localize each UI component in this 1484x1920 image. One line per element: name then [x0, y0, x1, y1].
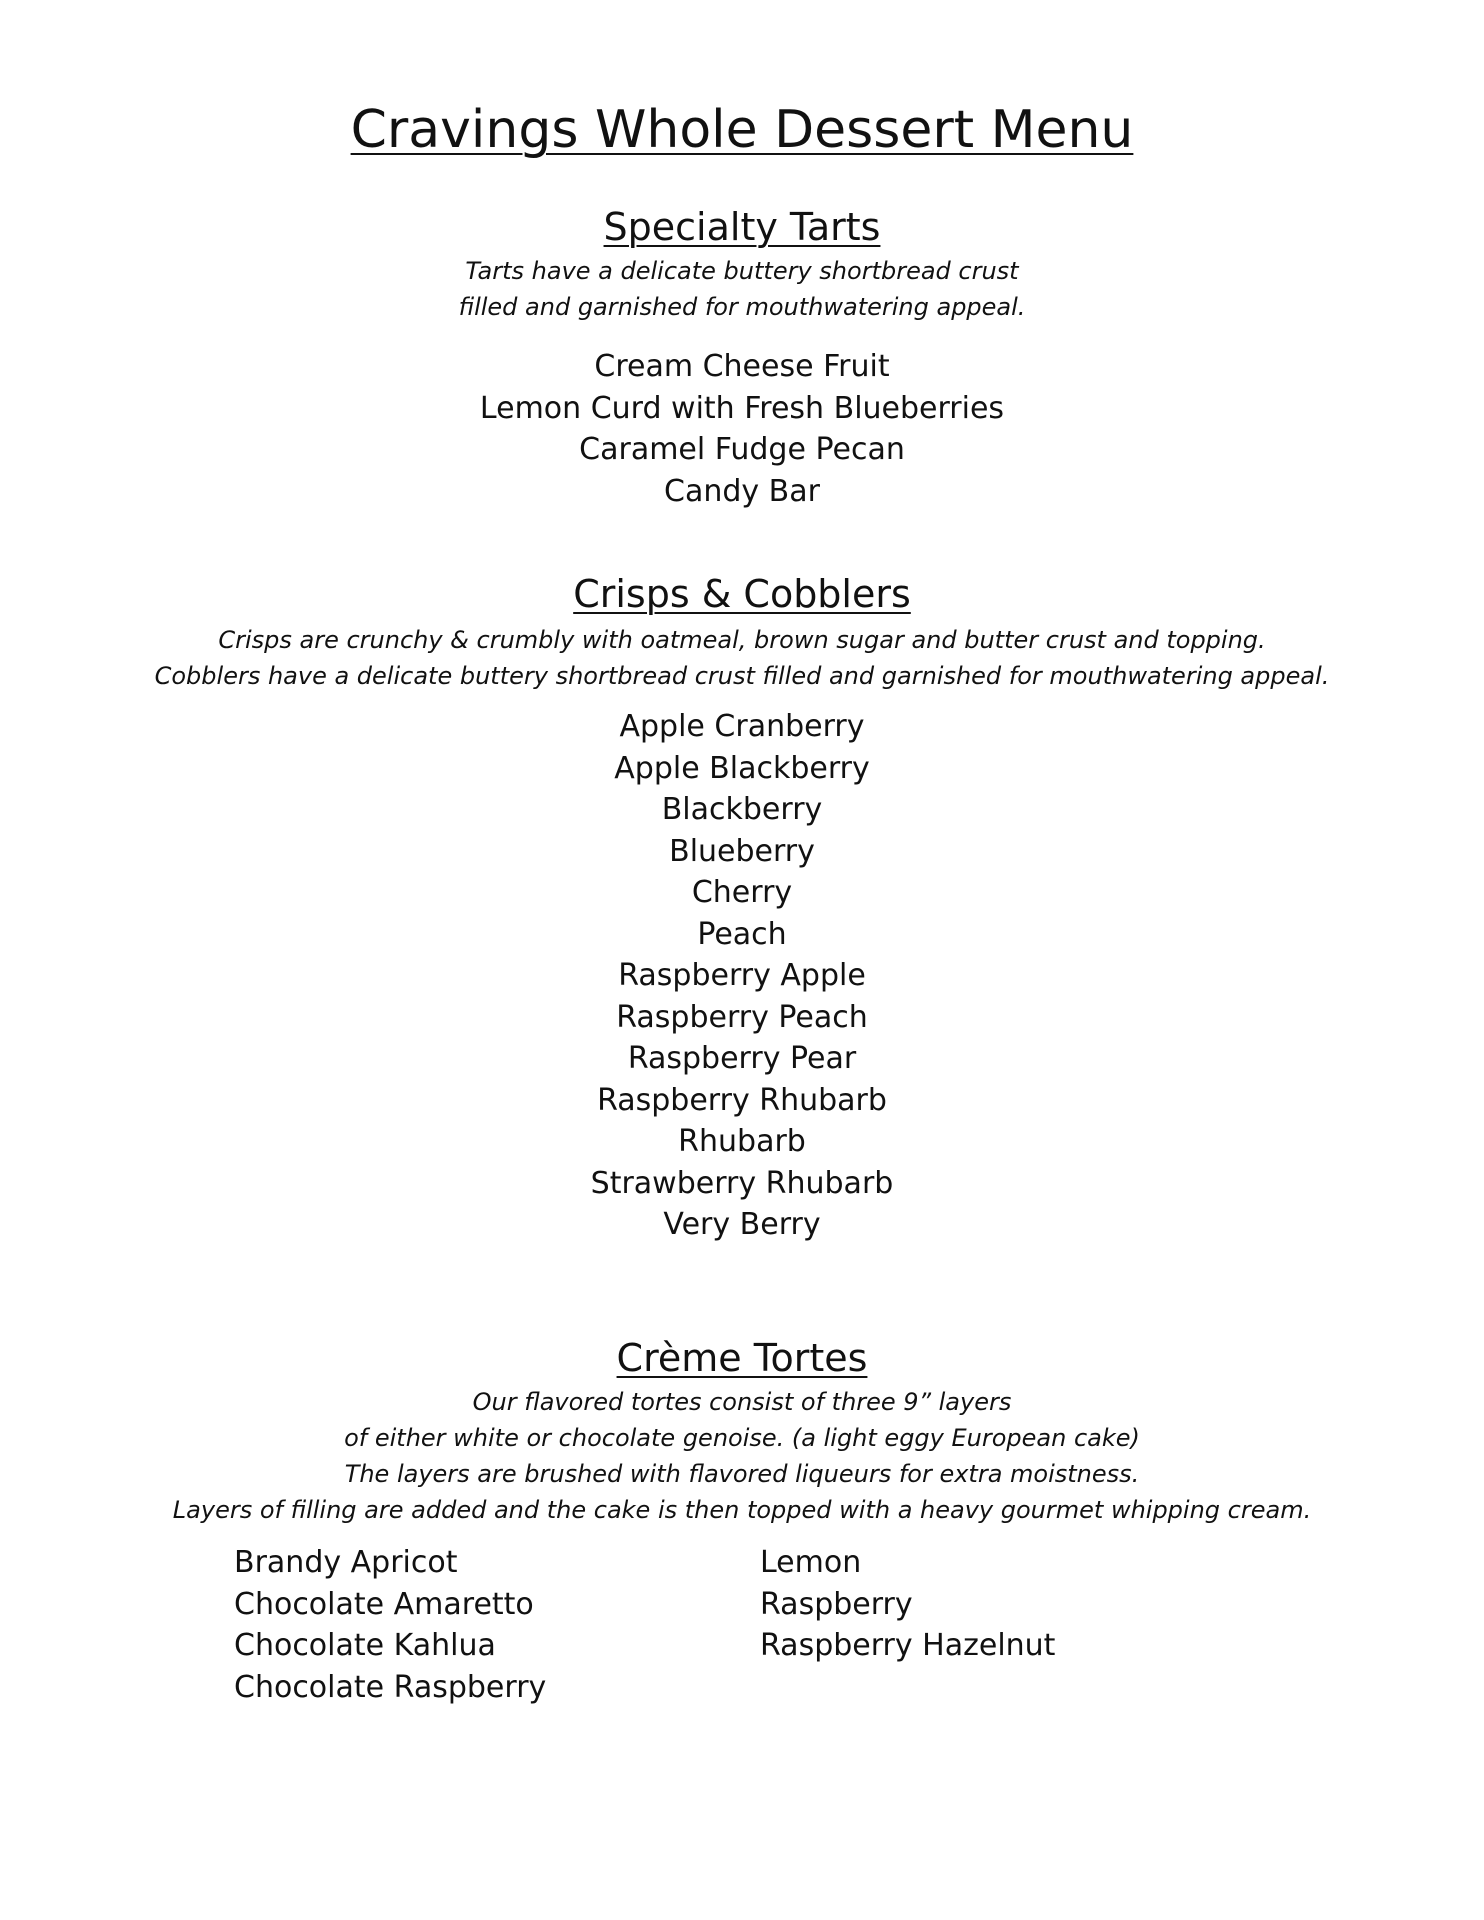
list-item: Chocolate Kahlua [234, 1628, 496, 1663]
list-item: Raspberry Apple [618, 958, 866, 993]
tortes-list-left [234, 1542, 546, 1708]
list-item: Apple Cranberry [619, 709, 865, 744]
list-item: Blackberry [661, 792, 823, 827]
tortes-description-line: of either white or chocolate genoise. (a light eggy European cake) [344, 1424, 1140, 1452]
page-title: Cravings Whole Dessert Menu [350, 100, 1134, 160]
tortes-description-line: The layers are brushed with flavored liqueurs for extra moistness. [344, 1460, 1140, 1488]
tarts-heading: Specialty Tarts [603, 205, 881, 249]
list-item: Rhubarb [678, 1124, 806, 1159]
list-item: Raspberry [760, 1586, 913, 1622]
list-item: Chocolate Raspberry [234, 1669, 547, 1705]
list-item: Very Berry [663, 1207, 821, 1242]
crisps-description-line: Crisps are crunchy & crumbly with oatmeal, brown sugar and butter crust and topping. [218, 626, 1266, 654]
crisps-heading: Crisps & Cobblers [573, 572, 911, 616]
list-item: Cream Cheese Fruit [594, 349, 890, 384]
tarts-description [0, 253, 1484, 325]
list-item: Chocolate Amaretto [234, 1586, 534, 1622]
tarts-description-line: Tarts have a delicate buttery shortbread crust [465, 257, 1019, 285]
list-item: Peach [697, 916, 787, 952]
list-item: Apple Blackberry [614, 750, 870, 786]
tarts-description-line: filled and garnished for mouthwatering appeal. [458, 293, 1026, 321]
tortes-heading: Crème Tortes [616, 1336, 868, 1380]
list-item: Lemon Curd with Fresh Blueberries [479, 390, 1005, 426]
list-item: Raspberry Rhubarb [597, 1082, 887, 1118]
list-item: Blueberry [669, 833, 815, 869]
tortes-description-line: Our flavored tortes consist of three 9” layers [472, 1388, 1012, 1416]
tarts-list [0, 346, 1484, 512]
tortes-list-right [760, 1542, 1055, 1667]
list-item: Caramel Fudge Pecan [579, 432, 905, 467]
list-item: Brandy Apricot [234, 1545, 458, 1580]
crisps-list [0, 706, 1484, 1246]
tortes-description [0, 1384, 1484, 1528]
list-item: Strawberry Rhubarb [590, 1165, 894, 1201]
list-item: Raspberry Pear [627, 1041, 857, 1076]
list-item: Cherry [691, 875, 793, 910]
list-item: Lemon [760, 1545, 862, 1580]
crisps-description [0, 622, 1484, 694]
list-item: Raspberry Hazelnut [760, 1628, 1056, 1663]
tortes-description-line: Layers of filling are added and the cake is then topped with a heavy gourmet whipping cream. [172, 1496, 1312, 1524]
crisps-description-line: Cobblers have a delicate buttery shortbread crust filled and garnished for mouthwatering appeal. [154, 662, 1330, 690]
list-item: Candy Bar [664, 473, 820, 509]
list-item: Raspberry Peach [616, 999, 868, 1035]
